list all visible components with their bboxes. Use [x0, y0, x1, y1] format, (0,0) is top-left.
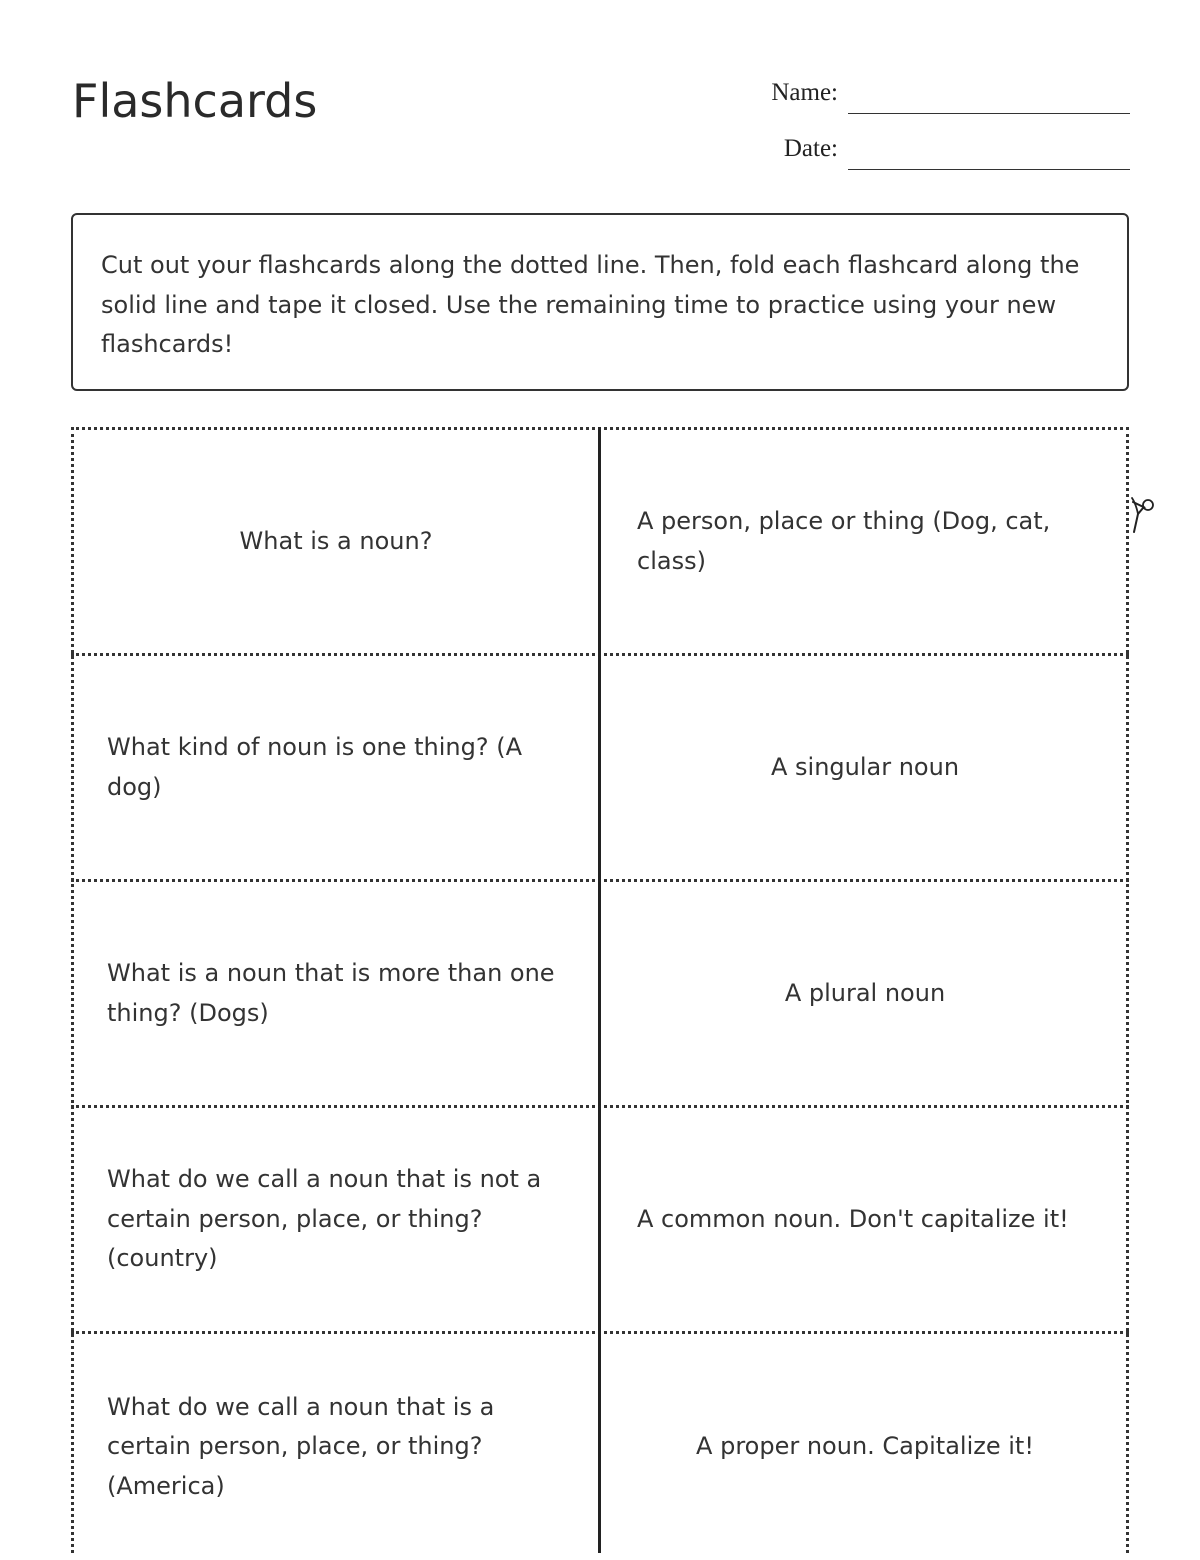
flashcard-answer: A person, place or thing (Dog, cat, class) [637, 507, 1051, 575]
date-field[interactable] [750, 132, 1130, 168]
page-title: Flashcards [72, 74, 318, 128]
flashcard-answer: A plural noun [784, 978, 946, 1007]
flashcard-question: What kind of noun is one thing? (A dog) [107, 733, 523, 801]
flashcard-front-5 [71, 1334, 599, 1560]
flashcard-front-3 [71, 882, 599, 1105]
flashcard-question: What is a noun? [239, 526, 433, 555]
flashcard-answer: A common noun. Don't capitalize it! [637, 1204, 1069, 1233]
name-label: Name: [771, 79, 838, 106]
flashcard-question: What do we call a noun that is a certain person, place, or thing? (America) [107, 1392, 495, 1500]
flashcard-question: What do we call a noun that is not a certain person, place, or thing? (country) [107, 1165, 542, 1273]
scissors-icon [1124, 494, 1158, 534]
name-line[interactable] [848, 113, 1130, 114]
date-line[interactable] [848, 169, 1130, 170]
name-field[interactable] [750, 76, 1130, 112]
flashcard-front-1 [71, 430, 599, 653]
flashcard-back-4 [601, 1108, 1129, 1331]
date-label: Date: [783, 135, 838, 162]
flashcard-question: What is a noun that is more than one thing? (Dogs) [107, 959, 555, 1027]
flashcard-back-5 [601, 1334, 1129, 1560]
instructions-text: Cut out your flashcards along the dotted line. Then, fold each flashcard along the solid line and tape it closed. Use the remaining time to practice using your new flashcards! [101, 251, 1080, 358]
flashcard-back-2 [601, 656, 1129, 879]
flashcard-answer: A proper noun. Capitalize it! [696, 1432, 1034, 1461]
flashcard-front-2 [71, 656, 599, 879]
fold-line [598, 427, 601, 1553]
flashcard-back-1 [601, 430, 1129, 653]
instructions-box [71, 213, 1129, 391]
flashcard-answer: A singular noun [770, 752, 960, 781]
flashcard-front-4 [71, 1108, 599, 1331]
flashcard-back-3 [601, 882, 1129, 1105]
